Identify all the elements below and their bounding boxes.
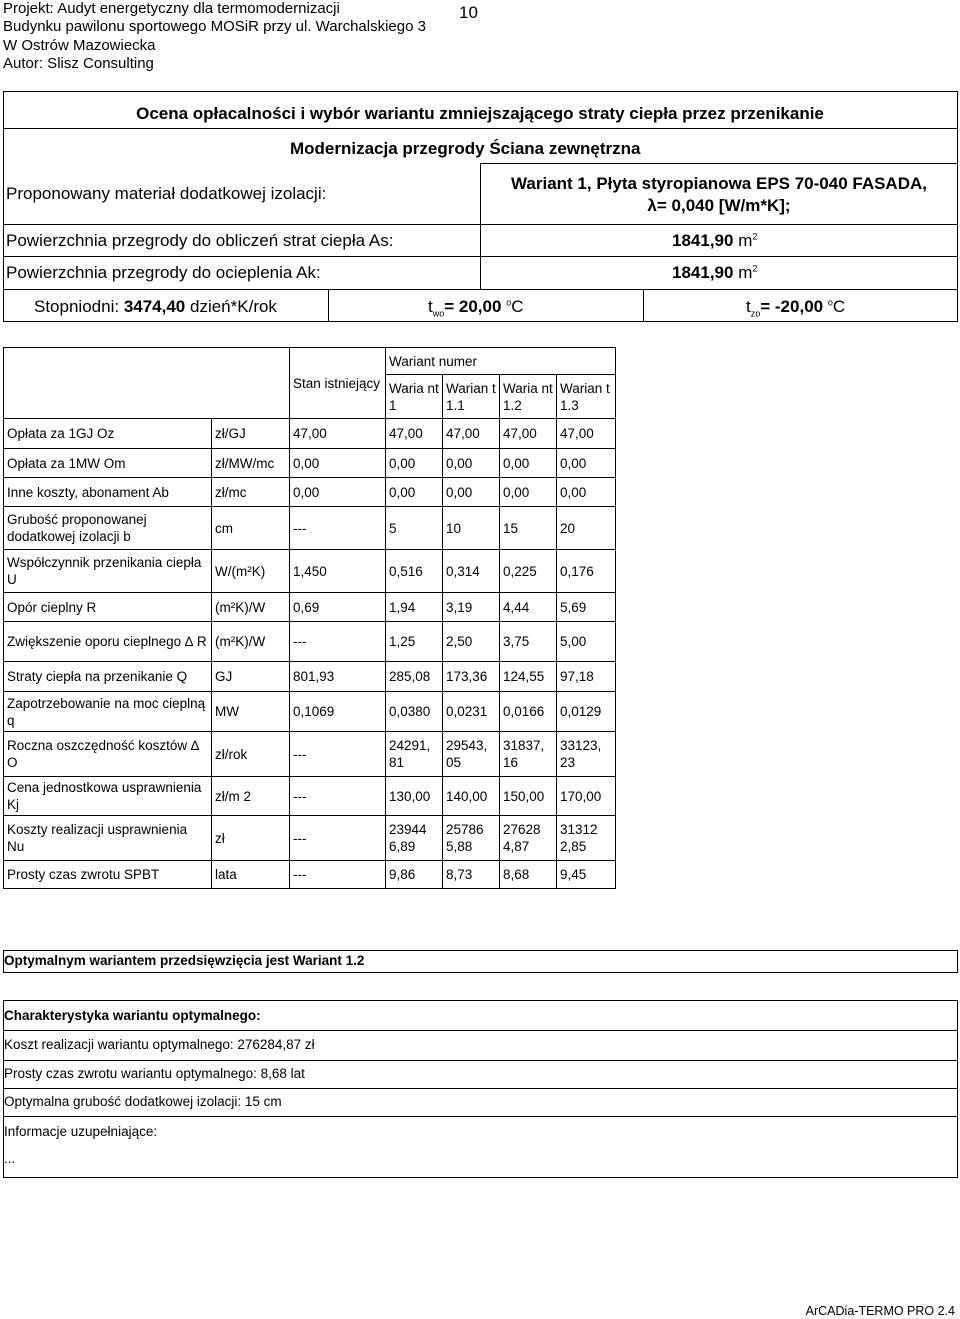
area-ins-value: 1841,90 $m^2$ [672, 263, 758, 282]
row-variant-value: 47,00 [500, 419, 557, 449]
row-variant-value: 31312 2,85 [557, 816, 616, 861]
page-title: Ocena opłacalności i wybór wariantu zmniejszającego straty ciepła przez przenikanie [136, 104, 824, 123]
row-label: Roczna oszczędność kosztów ∆ O [4, 732, 212, 777]
table-row [4, 419, 616, 449]
row-variant-value: 0,0166 [500, 692, 557, 732]
row-variant-value: 47,00 [386, 419, 443, 449]
optimal-text: Optymalnym wariantem przedsięwzięcia jest Wariant 1.2 [4, 953, 365, 968]
row-variant-value: 0,00 [557, 449, 616, 478]
row-existing-value: 801,93 [290, 662, 386, 692]
row-existing-value: 0,1069 [290, 692, 386, 732]
divider [480, 163, 958, 164]
variants-table [3, 347, 616, 889]
table-row [4, 507, 616, 550]
row-variant-value: 33123, 23 [557, 732, 616, 777]
row-variant-value: 0,0380 [386, 692, 443, 732]
row-variant-value: 0,225 [500, 550, 557, 593]
table-row [4, 449, 616, 478]
row-variant-value: 5 [386, 507, 443, 550]
table-row [4, 662, 616, 692]
row-variant-value: 140,00 [443, 777, 500, 816]
row-variant-value: 4,44 [500, 593, 557, 622]
row-variant-value: 130,00 [386, 777, 443, 816]
area-ins-label: Powierzchnia przegrody do ocieplenia Ak: [6, 263, 321, 282]
row-variant-value: 0,00 [386, 449, 443, 478]
row-variant-value: 0,00 [443, 449, 500, 478]
row-variant-value: 0,00 [386, 478, 443, 507]
row-variant-value: 0,0231 [443, 692, 500, 732]
row-label: Opór cieplny R [4, 593, 212, 622]
row-unit: W/(m²K) [212, 550, 290, 593]
row-variant-value: 0,00 [443, 478, 500, 507]
row-variant-value: 3,19 [443, 593, 500, 622]
row-existing-value: --- [290, 732, 386, 777]
row-existing-value: 0,69 [290, 593, 386, 622]
row-variant-value: 0,00 [500, 449, 557, 478]
optimal-thickness: Optymalna grubość dodatkowej izolacji: 15 cm [4, 1094, 282, 1109]
row-variant-value: 2,50 [443, 622, 500, 662]
divider [328, 289, 329, 322]
row-label: Opłata za 1MW Om [4, 449, 212, 478]
row-unit: cm [212, 507, 290, 550]
row-existing-value: --- [290, 507, 386, 550]
row-variant-value: 47,00 [557, 419, 616, 449]
variant-col-header: Warian t 1.3 [557, 375, 616, 419]
row-unit: zł/mc [212, 478, 290, 507]
row-label: Zapotrzebowanie na moc cieplną q [4, 692, 212, 732]
table-row [4, 816, 616, 861]
row-unit: lata [212, 861, 290, 889]
row-variant-value: 0,00 [557, 478, 616, 507]
row-variant-value: 0,176 [557, 550, 616, 593]
material-value: Wariant 1, Płyta styropianowa EPS 70-040 FASADA, [510, 174, 927, 193]
table-row [4, 622, 616, 662]
row-variant-value: 0,516 [386, 550, 443, 593]
row-variant-value: 97,18 [557, 662, 616, 692]
row-variant-value: 5,00 [557, 622, 616, 662]
row-variant-value: 29543, 05 [443, 732, 500, 777]
row-variant-value: 5,69 [557, 593, 616, 622]
divider [3, 128, 958, 129]
table-row [4, 777, 616, 816]
row-variant-value: 25786 5,88 [443, 816, 500, 861]
t-zo: $t_{zo}= -20,00$ $^o$C [746, 297, 846, 319]
row-existing-value: 0,00 [290, 478, 386, 507]
row-variant-value: 3,75 [500, 622, 557, 662]
characteristics-box [3, 1000, 958, 1178]
table-row [4, 732, 616, 777]
row-variant-value: 124,55 [500, 662, 557, 692]
row-existing-value: --- [290, 777, 386, 816]
row-unit: (m²K)/W [212, 593, 290, 622]
divider [643, 289, 644, 322]
info-label: Informacje uzupełniające: [4, 1124, 158, 1139]
row-variant-value: 9,86 [386, 861, 443, 889]
author-line: Autor: Slisz Consulting [3, 55, 154, 72]
degree-days: Stopniodni: 3474,40 dzień*K/rok [34, 297, 277, 316]
variant-col-header: Waria nt 1.2 [500, 375, 557, 419]
table-row [4, 550, 616, 593]
row-variant-value: 8,73 [443, 861, 500, 889]
row-variant-value: 0,0129 [557, 692, 616, 732]
table-row [4, 593, 616, 622]
row-variant-value: 1,25 [386, 622, 443, 662]
row-label: Zwiększenie oporu cieplnego ∆ R [4, 622, 212, 662]
char-title: Charakterystyka wariantu optymalnego: [4, 1008, 261, 1023]
table-row [4, 692, 616, 732]
row-variant-value: 20 [557, 507, 616, 550]
row-label: Koszty realizacji usprawnienia Nu [4, 816, 212, 861]
row-variant-value: 0,314 [443, 550, 500, 593]
row-variant-value: 170,00 [557, 777, 616, 816]
row-unit: MW [212, 692, 290, 732]
t-wo: $t_{wo}= 20,00$ $^o$C [428, 297, 524, 319]
row-label: Cena jednostkowa usprawnienia Kj [4, 777, 212, 816]
row-unit: zł/MW/mc [212, 449, 290, 478]
row-variant-value: 47,00 [443, 419, 500, 449]
row-variant-value: 23944 6,89 [386, 816, 443, 861]
row-label: Inne koszty, abonament Ab [4, 478, 212, 507]
table-row [4, 478, 616, 507]
row-unit: zł/rok [212, 732, 290, 777]
variant-col-header: Warian t 1.1 [443, 375, 500, 419]
row-unit: (m²K)/W [212, 622, 290, 662]
row-variant-value: 173,36 [443, 662, 500, 692]
row-variant-value: 1,94 [386, 593, 443, 622]
software-footer: ArCADia-TERMO PRO 2.4 [805, 1304, 955, 1318]
row-existing-value: 1,450 [290, 550, 386, 593]
row-unit: zł [212, 816, 290, 861]
area-loss-label: Powierzchnia przegrody do obliczeń strat ciepła As: [6, 231, 394, 250]
info-value: ... [4, 1151, 16, 1166]
optimal-spbt: Prosty czas zwrotu wariantu optymalnego: 8,68 lat [4, 1066, 305, 1081]
row-variant-value: 24291, 81 [386, 732, 443, 777]
row-variant-value: 15 [500, 507, 557, 550]
row-label: Prosty czas zwrotu SPBT [4, 861, 212, 889]
row-existing-value: 0,00 [290, 449, 386, 478]
project-line: Projekt: Audyt energetyczny dla termomodernizacji [3, 0, 340, 17]
row-variant-value: 150,00 [500, 777, 557, 816]
lambda-value: λ= 0,040 [W/m*K]; [647, 196, 791, 215]
variant-col-header: Waria nt 1 [386, 375, 443, 419]
row-unit: zł/GJ [212, 419, 290, 449]
row-variant-value: 8,68 [500, 861, 557, 889]
row-variant-value: 0,00 [500, 478, 557, 507]
row-label: Opłata za 1GJ Oz [4, 419, 212, 449]
row-existing-value: 47,00 [290, 419, 386, 449]
row-label: Współczynnik przenikania ciepła U [4, 550, 212, 593]
city-line: W Ostrów Mazowiecka [3, 37, 156, 54]
variant-header: Wariant numer [386, 348, 616, 375]
row-variant-value: 9,45 [557, 861, 616, 889]
row-variant-value: 10 [443, 507, 500, 550]
row-unit: zł/m 2 [212, 777, 290, 816]
row-variant-value: 285,08 [386, 662, 443, 692]
row-variant-value: 27628 4,87 [500, 816, 557, 861]
area-loss-value: 1841,90 $m^2$ [672, 231, 758, 250]
row-unit: GJ [212, 662, 290, 692]
row-variant-value: 31837, 16 [500, 732, 557, 777]
row-existing-value: --- [290, 861, 386, 889]
page-number: 10 [459, 3, 478, 22]
table-row [4, 861, 616, 889]
existing-header: Stan istniejący [290, 348, 386, 419]
section-subtitle: Modernizacja przegrody Ściana zewnętrzna [290, 139, 641, 158]
row-existing-value: --- [290, 816, 386, 861]
material-label: Proponowany materiał dodatkowej izolacji: [6, 184, 327, 203]
row-existing-value: --- [290, 622, 386, 662]
building-line: Budynku pawilonu sportowego MOSiR przy ul. Warchalskiego 3 [3, 18, 426, 35]
row-label: Grubość proponowanej dodatkowej izolacji b [4, 507, 212, 550]
row-label: Straty ciepła na przenikanie Q [4, 662, 212, 692]
optimal-cost: Koszt realizacji wariantu optymalnego: 276284,87 zł [4, 1037, 315, 1052]
